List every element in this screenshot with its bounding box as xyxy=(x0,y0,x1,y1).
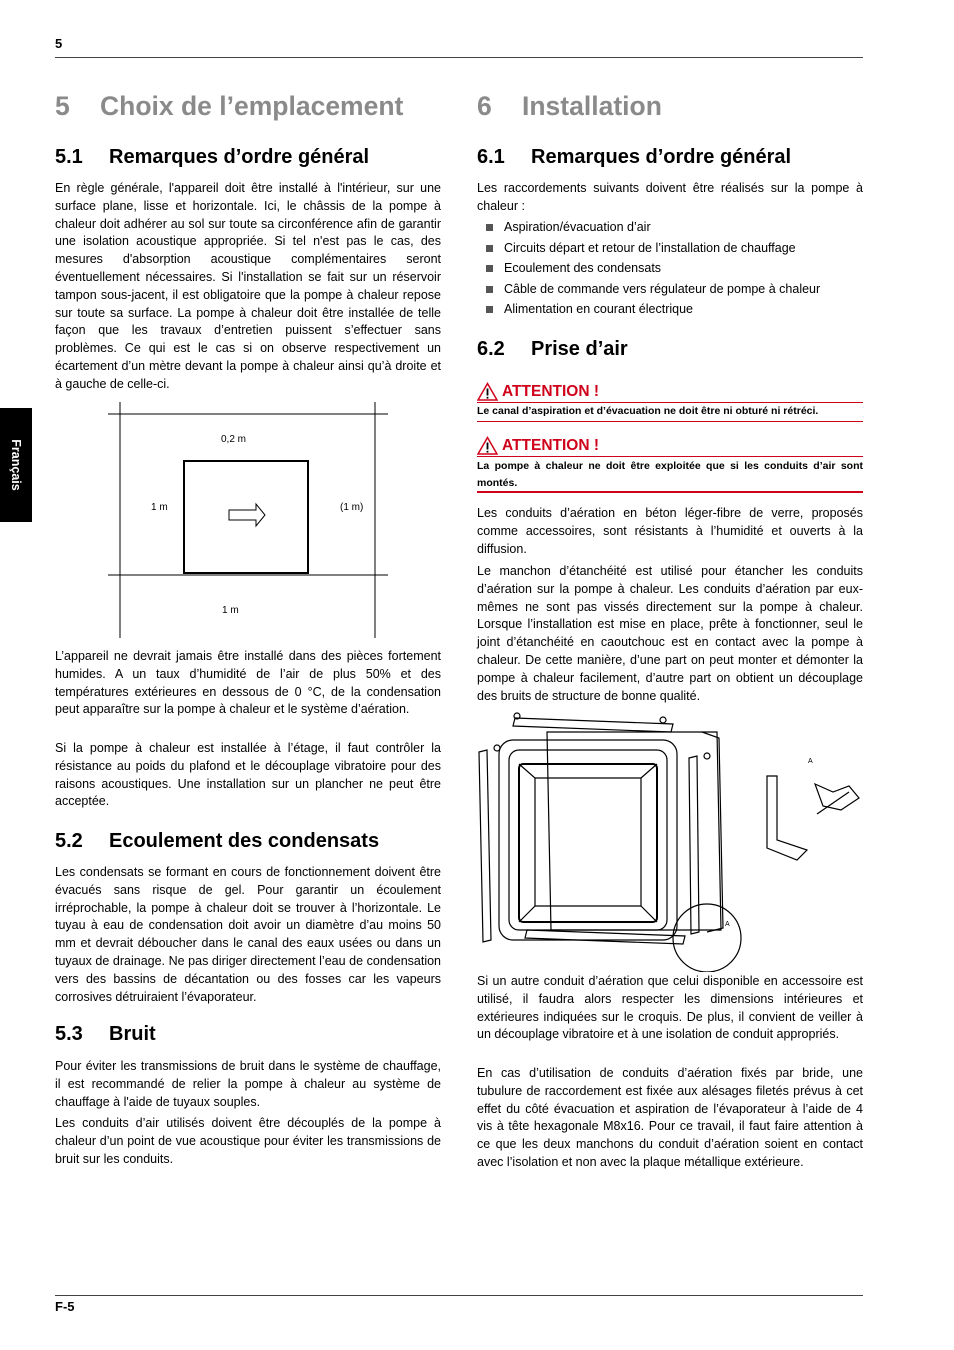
paragraph: Les raccordements suivants doivent être réalisés sur la pompe à chaleur : xyxy=(477,181,863,213)
section-number: 5.1 xyxy=(55,146,83,168)
bolt xyxy=(494,745,500,751)
duct-inner-back xyxy=(535,778,641,906)
list-item: Circuits départ et retour de l’installation de chauffage xyxy=(477,238,863,259)
front-clearance-label: 1 m xyxy=(222,605,239,616)
paragraph: Les conduits d’aération en béton léger-fibre de verre, proposés comme accessoires, sont résistants à l’humidité et ouverts à la diffusion. xyxy=(477,506,863,556)
list-item: Ecoulement des condensats xyxy=(477,258,863,279)
detail-a-bracket xyxy=(815,784,859,810)
paragraph: En règle générale, l'appareil doit être installé à l'intérieur, sur une surface plane, lisse et horizontale. Ici, le châssis de la pompe à chaleur doit adhérer au sol sur toute sa circonférence afin de garantir une isolation acoustique appropriée. Si tel n'est pas le cas, des mesures d'absorption acoustique complémentaires seront éventuellement nécessaires. Si l'installation se fait sur un réservoir tampon sous-jacent, il est obligatoire que la pompe à chaleur repose sur toute sa surface. La pompe à chaleur doit être installée de telle façon que les travaux d’entretien puissent s’effectuer sans problèmes. Ce qui est le cas si on observe respectivement un écartement d’un mètre devant la pompe à chaleur ainsi qu’à droite et à gauche de celle-ci. xyxy=(55,181,441,391)
chapter-title: Choix de l’emplacement xyxy=(100,91,404,121)
list-item: Aspiration/évacuation d’air xyxy=(477,217,863,238)
air-duct-drawing xyxy=(477,710,867,972)
section-title: Remarques d’ordre général xyxy=(531,146,792,168)
bolt xyxy=(660,717,666,723)
duct-opening xyxy=(519,764,657,922)
section-5-3-heading xyxy=(55,1023,156,1046)
attention-box-1-title xyxy=(477,382,599,401)
chapter-number: 5 xyxy=(55,91,70,121)
section-title: Bruit xyxy=(109,1023,156,1045)
section-number: 6.1 xyxy=(477,146,505,168)
list-item: Câble de commande vers régulateur de pompe à chaleur xyxy=(477,279,863,300)
detail-label-a: A xyxy=(808,758,813,765)
section-number: 5.3 xyxy=(55,1023,83,1045)
footer-page-ref: F-5 xyxy=(55,1299,75,1314)
chapter-title: Installation xyxy=(522,91,662,121)
paragraph: Le manchon d’étanchéité est utilisé pour étancher les conduits d’aération sur la pompe à chaleur. Les conduits d’aération par eux-mêmes ne sont pas vissés directement sur la pompe à chaleur. Lorsque l’installation est mise en place, prête à fonctionner, seul le joint d’étanchéité en caoutchouc est en contact avec la pompe à chaleur. De cette manière, d’une part on peut monter et démonter la pompe à chaleur facilement, d’autre part on obtient un découplage des bruits de structure de bonne qualité. xyxy=(477,564,863,703)
paragraph: Les conduits d’air utilisés doivent être découplés de la pompe à chaleur d’un point de vue acoustique pour éviter les transmissions de bruit sur les conduits. xyxy=(55,1116,441,1166)
left-clearance-label: 1 m xyxy=(151,502,168,513)
paragraph: Si un autre conduit d’aération que celui disponible en accessoire est utilisé, il faudra alors respecter les dimensions intérieures et extérieures indiquées sur le croquis. De plus, il convient de veiller à un découplage vibratoire et à une isolation de conduit appropriés. xyxy=(477,974,863,1042)
section-number: 6.2 xyxy=(477,338,505,360)
bottom-flange xyxy=(525,930,685,944)
duct-back-frame xyxy=(547,732,721,930)
chapter-6-heading xyxy=(477,91,662,122)
paragraph: L’appareil ne devrait jamais être installé dans des pièces fortement humides. A un taux d’humidité de l’air de plus 50% et des températures extérieures en dessous de 0 °C, de la condensation peut apparaître sur la pompe à chaleur et le système d’aération. xyxy=(55,649,441,717)
right-clearance-label: (1 m) xyxy=(340,502,364,513)
section-title: Ecoulement des condensats xyxy=(109,830,380,852)
bolt xyxy=(704,753,710,759)
section-title: Remarques d’ordre général xyxy=(109,146,370,168)
section-6-2-heading xyxy=(477,338,628,361)
attention-label: ATTENTION ! xyxy=(502,436,600,454)
warning-triangle-icon xyxy=(477,382,498,401)
section-5-1-heading xyxy=(55,146,369,169)
chapter-number: 6 xyxy=(477,91,492,121)
language-tab-label: Français xyxy=(9,439,23,491)
section-5-2-heading xyxy=(55,830,379,853)
attention-label: ATTENTION ! xyxy=(502,382,600,400)
page-number: 5 xyxy=(55,36,63,51)
attention-rule xyxy=(477,421,863,422)
connections-list xyxy=(477,217,863,320)
duct-inner-edge xyxy=(641,764,657,778)
attention-1-text: Le canal d’aspiration et d’évacuation ne doit être ni obturé ni rétréci. xyxy=(477,405,819,417)
footer-rule xyxy=(55,1295,863,1296)
paragraph: Pour éviter les transmissions de bruit dans le système de chauffage, il est recommandé de relier la pompe à chaleur au système de chauffage à l'aide de tuyaux souples. xyxy=(55,1059,441,1109)
section-6-1-heading xyxy=(477,146,791,169)
section-number: 5.2 xyxy=(55,830,83,852)
section-title: Prise d’air xyxy=(531,338,628,360)
placement-clearance-diagram xyxy=(108,400,390,640)
detail-a-profile xyxy=(767,776,807,860)
right-flange xyxy=(689,756,699,934)
warning-triangle-icon xyxy=(477,436,498,455)
top-flange xyxy=(513,718,673,732)
duct-inner-edge xyxy=(641,906,657,922)
paragraph: Les condensats se formant en cours de fonctionnement doivent être évacués sans risque de gel. Pour garantir un écoulement irréprochable, la pompe à chaleur doit se trouver à l’horizontale. Le tuyau à eau de condensation doit avoir un diamètre d’au moins 50 mm et devrait déboucher dans le canal des eaux usées ou dans un tuyaux de drainage. Ne pas diriger directement l’eau de condensation vers des bassins de décantation ou des fosses car les vapeurs corrosives détruiraient l’évaporateur. xyxy=(55,865,441,1004)
duct-front-inner xyxy=(509,750,667,930)
attention-box-2-title xyxy=(477,436,599,455)
left-flange xyxy=(479,750,491,942)
language-tab xyxy=(0,408,32,522)
paragraph: Si la pompe à chaleur est installée à l’étage, il faut contrôler la résistance au poids du plafond et le découplage vibratoire pour des raisons acoustiques. Une installation sur un plancher ne peut être acceptée. xyxy=(55,741,441,809)
detail-circle xyxy=(673,904,741,972)
top-clearance-label: 0,2 m xyxy=(221,434,247,445)
header-rule xyxy=(55,57,863,58)
detail-label-a: A xyxy=(725,921,730,928)
chapter-5-heading xyxy=(55,91,403,122)
list-item: Alimentation en courant électrique xyxy=(477,299,863,320)
attention-rule xyxy=(477,456,863,457)
attention-rule xyxy=(477,491,863,493)
paragraph: En cas d’utilisation de conduits d’aération fixés par bride, une tubulure de raccordement est fixée aux alésages filetés prévus à cet effet du côté évacuation et aspiration de l’évaporateur à l’aide de 4 vis à tête hexagonale M8x16. Pour ce travail, il faut faire attention à ce que les deux manchons du conduit d’aération soient en contact avec l’isolation et non avec la plaque métallique extérieure. xyxy=(477,1066,863,1169)
attention-2-text: La pompe à chaleur ne doit être exploitée que si les conduits d’air sont montés. xyxy=(477,460,863,489)
duct-inner-perspective xyxy=(519,764,535,922)
